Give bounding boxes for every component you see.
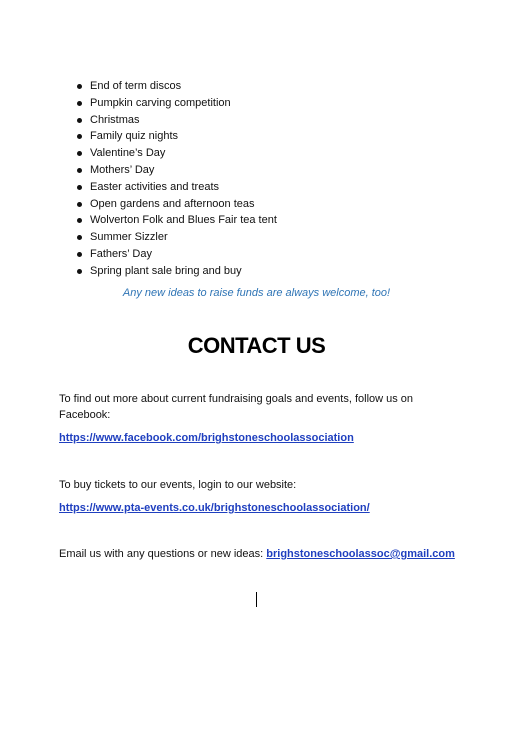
facebook-link[interactable]: https://www.facebook.com/brighstoneschoolassociation [59,432,354,444]
list-item: Easter activities and treats [90,179,277,196]
list-item: Spring plant sale bring and buy [90,263,277,280]
list-item: Valentine’s Day [90,145,277,162]
ideas-note: Any new ideas to raise funds are always welcome, too! [122,287,391,299]
tickets-link[interactable]: https://www.pta-events.co.uk/brighstoneschoolassociation/ [59,502,370,514]
email-link[interactable]: brighstoneschoolassoc@gmail.com [266,548,455,560]
list-item: Pumpkin carving competition [90,95,277,112]
email-paragraph [59,547,455,563]
list-item: Wolverton Folk and Blues Fair tea tent [90,212,277,229]
list-item: End of term discos [90,78,277,95]
facebook-link-line [59,431,354,447]
tickets-paragraph: To buy tickets to our events, login to our website: [59,479,297,491]
list-item: Mothers’ Day [90,162,277,179]
contact-heading: CONTACT US [187,333,326,358]
list-item: Fathers’ Day [90,246,277,263]
text-cursor [256,592,257,607]
email-label: Email us with any questions or new ideas: [59,548,267,560]
list-item: Christmas [90,112,277,129]
list-item: Summer Sizzler [90,229,277,246]
events-list [90,78,277,280]
facebook-paragraph: To find out more about current fundraising goals and events, follow us on Facebook: [59,393,414,421]
tickets-link-line [59,501,370,517]
list-item: Family quiz nights [90,128,277,145]
list-item: Open gardens and afternoon teas [90,196,277,213]
